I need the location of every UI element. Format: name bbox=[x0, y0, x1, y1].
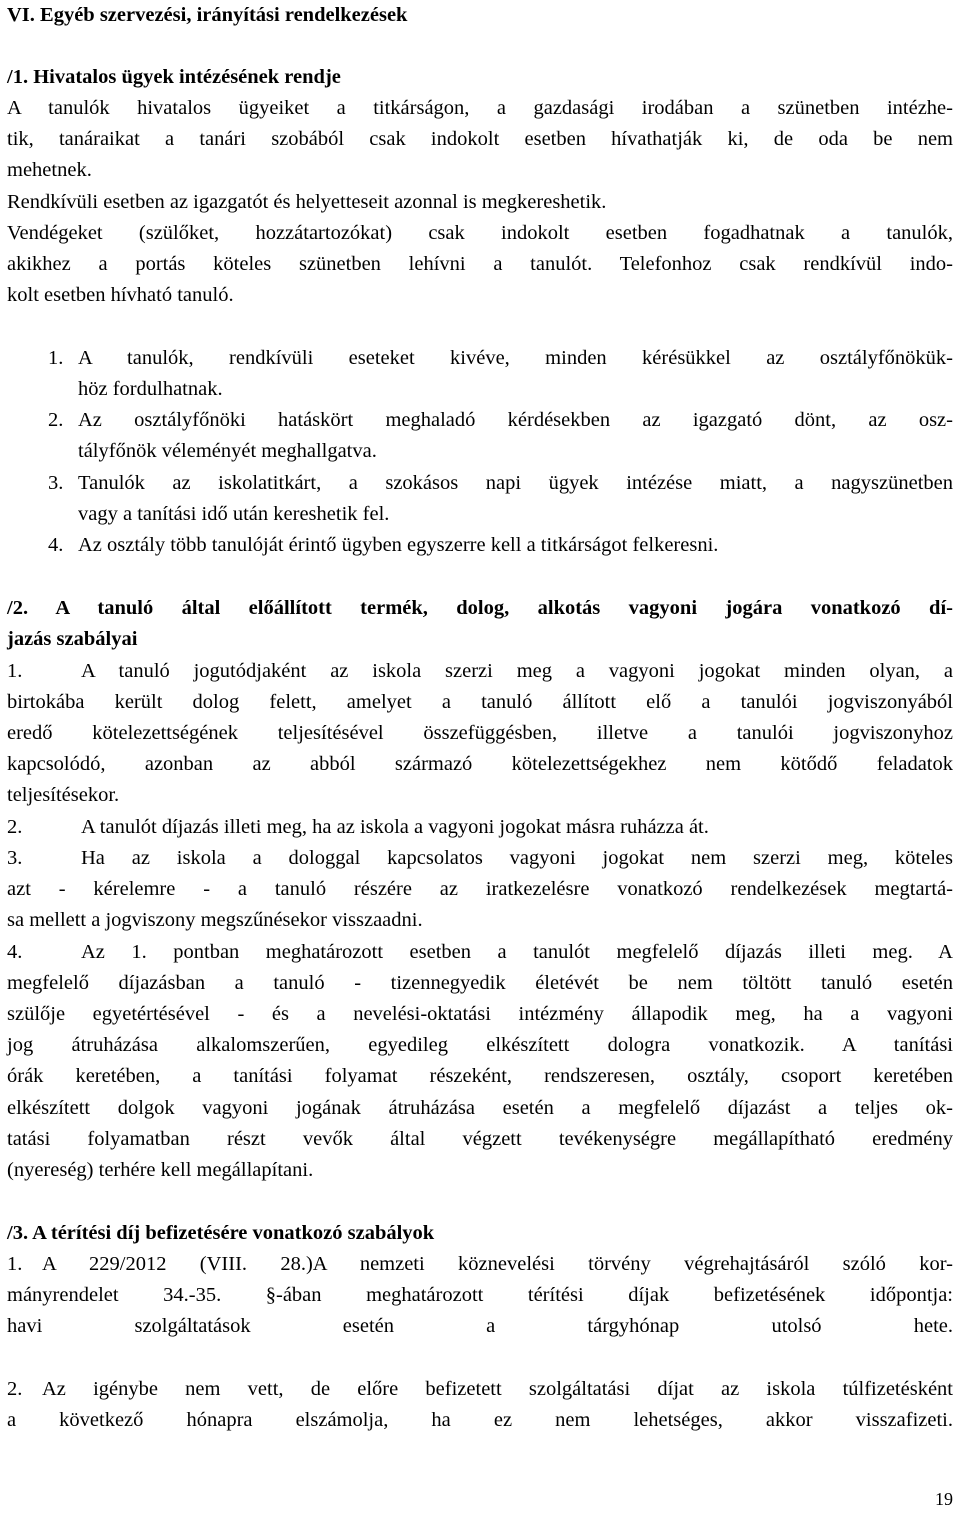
s2-p3-line2: azt - kérelemre - a tanuló részére az iratkezelésre vonatkozó rendelkezések megtartá- bbox=[7, 878, 953, 900]
subsection-3-heading: /3. A térítési díj befizetésére vonatkozó szabályok bbox=[7, 1222, 435, 1244]
s2-p4-line7: tatási folyamatban részt vevők által végzett tevékenységre megállapítható eredmény bbox=[7, 1128, 953, 1150]
s2-p4-line5: órák keretében, a tanítási folyamat részeként, rendszeresen, osztály, csoport keretében bbox=[7, 1065, 953, 1087]
s2-p1-line4: kapcsolódó, azonban az abból származó kötelezettségekhez nem kötődő feladatok bbox=[7, 753, 953, 775]
s2-p4-line3: szülője egyetértésével - és a nevelési-oktatási intézmény állapodik meg, ha a vagyoni bbox=[7, 1003, 953, 1025]
s3-p2-line2: a következő hónapra elszámolja, ha ez nem lehetséges, akkor visszafizeti. bbox=[7, 1409, 953, 1431]
s2-p1-line1 bbox=[7, 656, 953, 687]
subsection-2-heading-line1 bbox=[7, 593, 953, 624]
paragraph-number: 3. bbox=[7, 847, 23, 869]
s1-para3-line3: kolt esetben hívható tanuló. bbox=[7, 284, 234, 306]
s2-p1-line2: birtokába került dolog felett, amelyet a tanuló állított elő a tanulói jogviszonyából bbox=[7, 691, 953, 713]
paragraph-text: Az 1. pontban meghatározott esetben a tanulót megfelelő díjazás illeti meg. A bbox=[81, 941, 953, 963]
paragraph-number: 1. bbox=[7, 1253, 23, 1275]
subsection-1-heading: /1. Hivatalos ügyek intézésének rendje bbox=[7, 66, 341, 88]
s1-para1-line3: mehetnek. bbox=[7, 159, 92, 181]
paragraph-text: Az igénybe nem vett, de előre befizetett szolgáltatási díjat az iskola túlfizetésként bbox=[42, 1378, 953, 1400]
s2-p4-line8: (nyereség) terhére kell megállapítani. bbox=[7, 1159, 314, 1181]
list-item-text: A tanulók, rendkívüli eseteket kivéve, minden kérésükkel az osztályfőnökük- bbox=[78, 347, 953, 369]
s2-p3-line1 bbox=[7, 843, 953, 874]
list-item-text: Az osztály több tanulóját érintő ügyben egyszerre kell a titkárságot felkeresni. bbox=[78, 534, 719, 556]
s1-list-item-2 bbox=[48, 405, 953, 467]
list-item-text: vagy a tanítási idő után kereshetik fel. bbox=[78, 503, 390, 526]
list-item-text: Tanulók az iskolatitkárt, a szokásos napi ügyek intézése miatt, a nagyszünetben bbox=[78, 472, 953, 494]
paragraph-number: 2. bbox=[7, 1378, 23, 1400]
s1-list-item-3 bbox=[48, 468, 953, 530]
s3-p1-line2: mányrendelet 34.-35. §-ában meghatározott térítési díjak befizetésének időpontja: bbox=[7, 1284, 953, 1306]
s1-para2: Rendkívüli esetben az igazgatót és helyetteseit azonnal is megkereshetik. bbox=[7, 191, 607, 213]
s3-p1-line3: havi szolgáltatások esetén a tárgyhónap utolsó hete. bbox=[7, 1315, 953, 1337]
subsection-2-heading-line2: jazás szabályai bbox=[7, 628, 138, 650]
paragraph-text: A tanuló jogutódjaként az iskola szerzi meg a vagyoni jogokat minden olyan, a bbox=[81, 660, 953, 682]
s2-p4-line6: elkészített dolgok vagyoni jogának átruházása esetén a megfelelő díjazást a teljes ok- bbox=[7, 1097, 953, 1119]
list-item-text: höz fordulhatnak. bbox=[78, 378, 223, 401]
s1-list-item-4 bbox=[48, 530, 953, 561]
section-heading: VI. Egyéb szervezési, irányítási rendelkezések bbox=[7, 4, 408, 26]
paragraph-text: Ha az iskola a dologgal kapcsolatos vagyoni jogokat nem szerzi meg, köteles bbox=[81, 847, 953, 869]
paragraph-number: 4. bbox=[7, 941, 23, 963]
paragraph-number: 2. bbox=[7, 816, 23, 838]
list-number: 4. bbox=[48, 534, 64, 556]
list-number: 2. bbox=[48, 409, 64, 431]
s1-para1-line2: tik, tanáraikat a tanári szobából csak indokolt esetben hívathatják ki, de oda be nem bbox=[7, 128, 953, 150]
list-item-text: Az osztályfőnöki hatáskört meghaladó kérdésekben az igazgató dönt, az osz- bbox=[78, 409, 953, 431]
s1-para1-line1: A tanulók hivatalos ügyeiket a titkárságon, a gazdasági irodában a szünetben intézhe- bbox=[7, 97, 953, 119]
s2-p4-line2: megfelelő díjazásban a tanuló - tizennegyedik életévét be nem töltött tanuló esetén bbox=[7, 972, 953, 994]
s3-p1-line1 bbox=[7, 1249, 953, 1280]
list-number: 1. bbox=[48, 347, 64, 369]
page-number: 19 bbox=[935, 1489, 953, 1509]
subsection-2-prefix: /2. bbox=[7, 597, 29, 619]
s2-p1-line3: eredő kötelezettségének teljesítésével összefüggésben, illetve a tanulói jogviszonyhoz bbox=[7, 722, 953, 744]
paragraph-number: 1. bbox=[7, 660, 23, 682]
list-number: 3. bbox=[48, 472, 64, 494]
s2-p2 bbox=[7, 812, 953, 843]
s2-p4-line4: jog átruházása alkalomszerűen, egyedileg elkészített dologra vonatkozik. A tanítási bbox=[7, 1034, 953, 1056]
s1-list-item-1 bbox=[48, 343, 953, 405]
s1-para3-line2: akikhez a portás köteles szünetben lehívni a tanulót. Telefonhoz csak rendkívül indo- bbox=[7, 253, 953, 275]
s2-p3-line3: sa mellett a jogviszony megszűnésekor visszaadni. bbox=[7, 909, 423, 931]
s1-para3-line1: Vendégeket (szülőket, hozzátartozókat) csak indokolt esetben fogadhatnak a tanulók, bbox=[7, 222, 953, 244]
list-item-text: tályfőnök véleményét meghallgatva. bbox=[78, 440, 377, 463]
s3-p2-line1 bbox=[7, 1374, 953, 1405]
paragraph-text: A 229/2012 (VIII. 28.)A nemzeti köznevelési törvény végrehajtásáról szóló kor- bbox=[42, 1253, 953, 1275]
s2-p4-line1 bbox=[7, 937, 953, 968]
s2-p1-line5: teljesítésekor. bbox=[7, 784, 120, 806]
subsection-2-title: A tanuló által előállított termék, dolog, alkotás vagyoni jogára vonatkozó dí- bbox=[55, 597, 953, 619]
paragraph-text: A tanulót díjazás illeti meg, ha az iskola a vagyoni jogokat másra ruházza át. bbox=[81, 816, 709, 838]
